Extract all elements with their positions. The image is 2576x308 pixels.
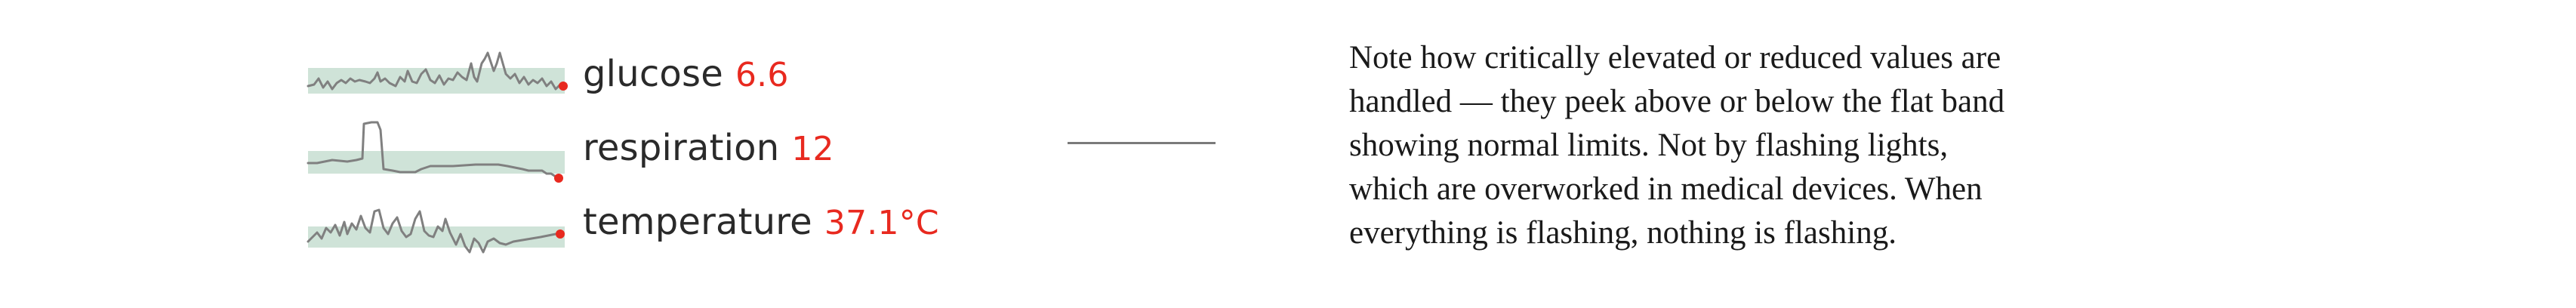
sparkline-row-respiration bbox=[302, 115, 1057, 183]
temperature-latest-point bbox=[556, 229, 565, 239]
temperature-sparkline bbox=[302, 189, 571, 257]
glucose-sparkline bbox=[302, 41, 571, 109]
respiration-value: 12 bbox=[791, 130, 834, 168]
respiration-name: respiration bbox=[583, 127, 780, 169]
note-line: showing normal limits. Not by flashing lights, bbox=[1349, 128, 1949, 163]
respiration-latest-point bbox=[554, 174, 563, 183]
glucose-label bbox=[583, 51, 789, 97]
note-line: which are overworked in medical devices. When bbox=[1349, 171, 1983, 207]
respiration-label bbox=[583, 125, 834, 171]
temperature-name: temperature bbox=[583, 201, 812, 243]
temperature-label bbox=[583, 199, 939, 245]
sparkline-figure bbox=[302, 26, 1057, 252]
respiration-sparkline bbox=[302, 115, 571, 183]
note-line: handled — they peek above or below the flat band bbox=[1349, 84, 2005, 119]
note-line: Note how critically elevated or reduced values are bbox=[1349, 40, 2001, 75]
glucose-latest-point bbox=[559, 82, 568, 91]
note-line: everything is flashing, nothing is flashing. bbox=[1349, 215, 1897, 251]
glucose-name: glucose bbox=[583, 53, 723, 95]
sparkline-row-glucose bbox=[302, 41, 1057, 109]
sparkline-row-temperature bbox=[302, 189, 1057, 257]
annotation-note bbox=[1349, 36, 2255, 255]
glucose-value: 6.6 bbox=[735, 56, 789, 94]
divider-line bbox=[1068, 142, 1216, 144]
temperature-value: 37.1°C bbox=[824, 204, 939, 242]
